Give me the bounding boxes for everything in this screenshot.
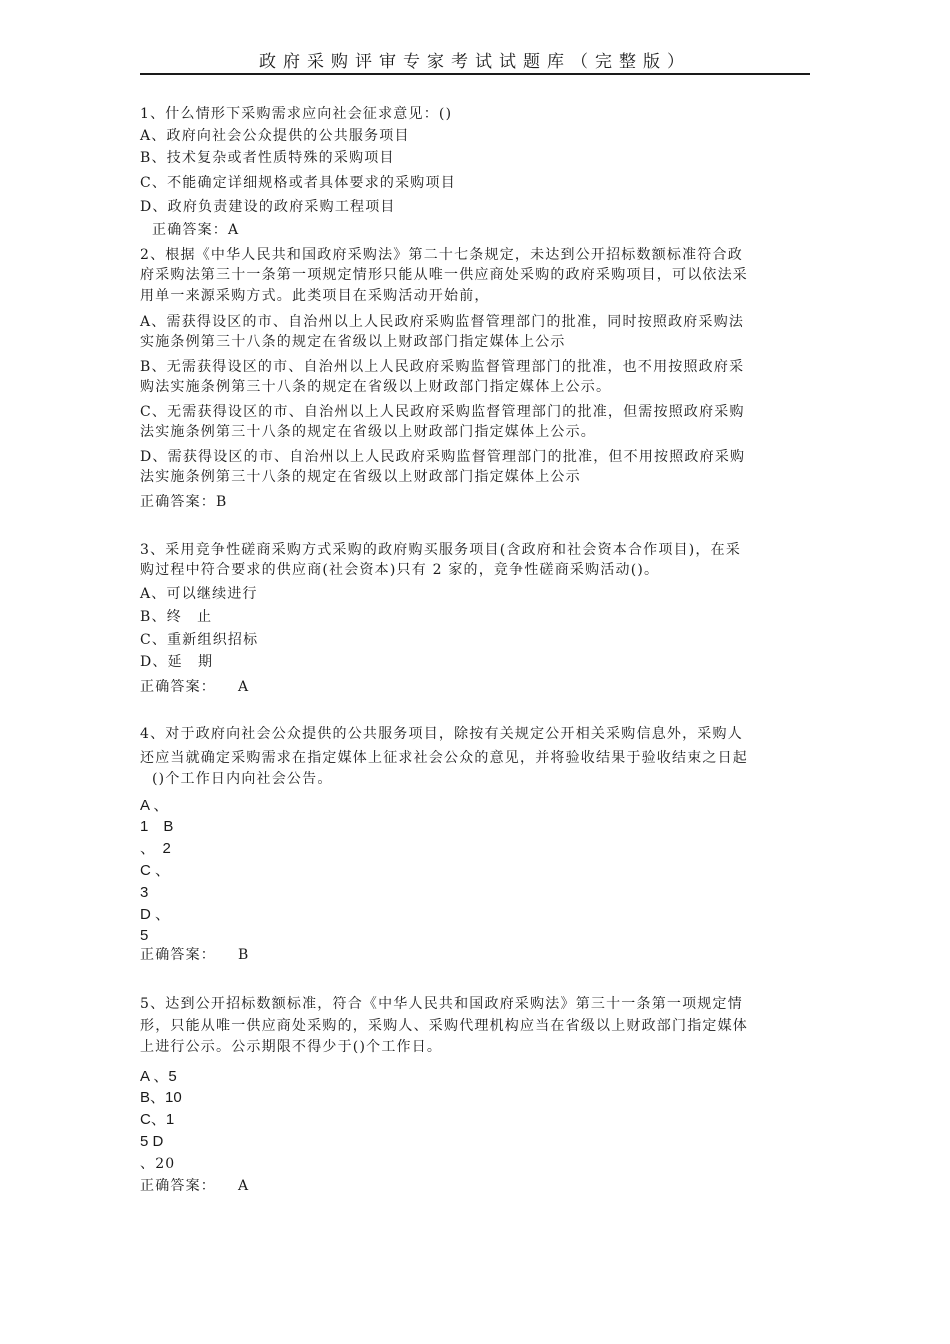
option-b: B、终 止 [140,609,213,625]
option-d: D、延 期 [140,654,214,670]
question-stem-line: 形，只能从唯一供应商处采购的，采购人、采购代理机构应当在省级以上财政部门指定媒体 [140,1018,748,1034]
answer [140,677,249,697]
answer: 正确答案：B [140,494,228,510]
question-stem-line: 上进行公示。公示期限不得少于()个工作日。 [140,1039,443,1055]
question-stem: 1、什么情形下采购需求应向社会征求意见：() [140,106,453,122]
option-line: C、1 [140,1111,175,1128]
answer: 正确答案：A [152,222,240,238]
option-line: 5 D [140,1133,164,1150]
question-stem-line: 购过程中符合要求的供应商(社会资本)只有 2 家的，竞争性磋商采购活动()。 [140,562,660,578]
answer-label: 正确答案： [140,947,216,963]
question-stem-line: 4、对于政府向社会公众提供的公共服务项目，除按有关规定公开相关采购信息外，采购人 [140,726,743,742]
header-divider [140,73,810,75]
option-c: C、不能确定详细规格或者具体要求的采购项目 [140,175,456,191]
option-line: 5 [140,927,149,944]
answer [140,1176,249,1196]
question-stem-line: 2、根据《中华人民共和国政府采购法》第二十七条规定，未达到公开招标数额标准符合政 [140,247,743,263]
option-line: 、 2 [140,840,171,857]
option-d-line: 法实施条例第三十八条的规定在省级以上财政部门指定媒体上公示 [140,469,581,485]
answer-value: B [238,947,250,963]
question-stem-line: 府采购法第三十一条第一项规定情形只能从唯一供应商处采购的政府采购项目，可以依法采 [140,267,748,283]
option-line: C 、 [140,862,171,879]
option-a-line: 实施条例第三十八条的规定在省级以上财政部门指定媒体上公示 [140,334,566,350]
option-line: D 、 [140,906,171,923]
option-b-line: B、无需获得设区的市、自治州以上人民政府采购监督管理部门的批准，也不用按照政府采 [140,359,745,375]
option-c-line: C、无需获得设区的市、自治州以上人民政府采购监督管理部门的批准，但需按照政府采购 [140,404,745,420]
question-stem-line: 3、采用竞争性磋商采购方式采购的政府购买服务项目(含政府和社会资本合作项目)，在采 [140,542,742,558]
document-title: 政府采购评审专家考试试题库（完整版） [259,52,691,72]
question-stem-line: ()个工作日内向社会公告。 [152,771,333,787]
option-line: A 、5 [140,1068,177,1085]
option-c: C、重新组织招标 [140,632,259,648]
option-a-line: A、需获得设区的市、自治州以上人民政府采购监督管理部门的批准，同时按照政府采购法 [140,314,745,330]
answer [140,945,250,965]
option-line: A 、 [140,797,169,814]
answer-value: A [238,679,250,695]
answer-label: 正确答案： [140,1178,216,1194]
question-stem-line: 用单一来源采购方式。此类项目在采购活动开始前， [140,288,490,304]
answer-label: 正确答案： [140,679,216,695]
option-a: A、政府向社会公众提供的公共服务项目 [140,128,410,144]
option-b-line: 购法实施条例第三十八条的规定在省级以上财政部门指定媒体上公示。 [140,379,612,395]
option-c-line: 法实施条例第三十八条的规定在省级以上财政部门指定媒体上公示。 [140,424,596,440]
question-stem-line: 还应当就确定采购需求在指定媒体上征求社会公众的意见，并将验收结果于验收结束之日起 [140,750,748,766]
option-a: A、可以继续进行 [140,586,258,602]
option-b: B、技术复杂或者性质特殊的采购项目 [140,150,395,166]
option-line: 3 [140,884,149,901]
option-d-line: D、需获得设区的市、自治州以上人民政府采购监督管理部门的批准，但不用按照政府采购 [140,449,746,465]
option-line: B、10 [140,1089,182,1106]
option-line: 1 B [140,818,174,835]
option-line: 、20 [140,1156,176,1172]
question-stem-line: 5、达到公开招标数额标准，符合《中华人民共和国政府采购法》第三十一条第一项规定情 [140,996,743,1012]
option-d: D、政府负责建设的政府采购工程项目 [140,199,396,215]
answer-value: A [238,1178,250,1194]
